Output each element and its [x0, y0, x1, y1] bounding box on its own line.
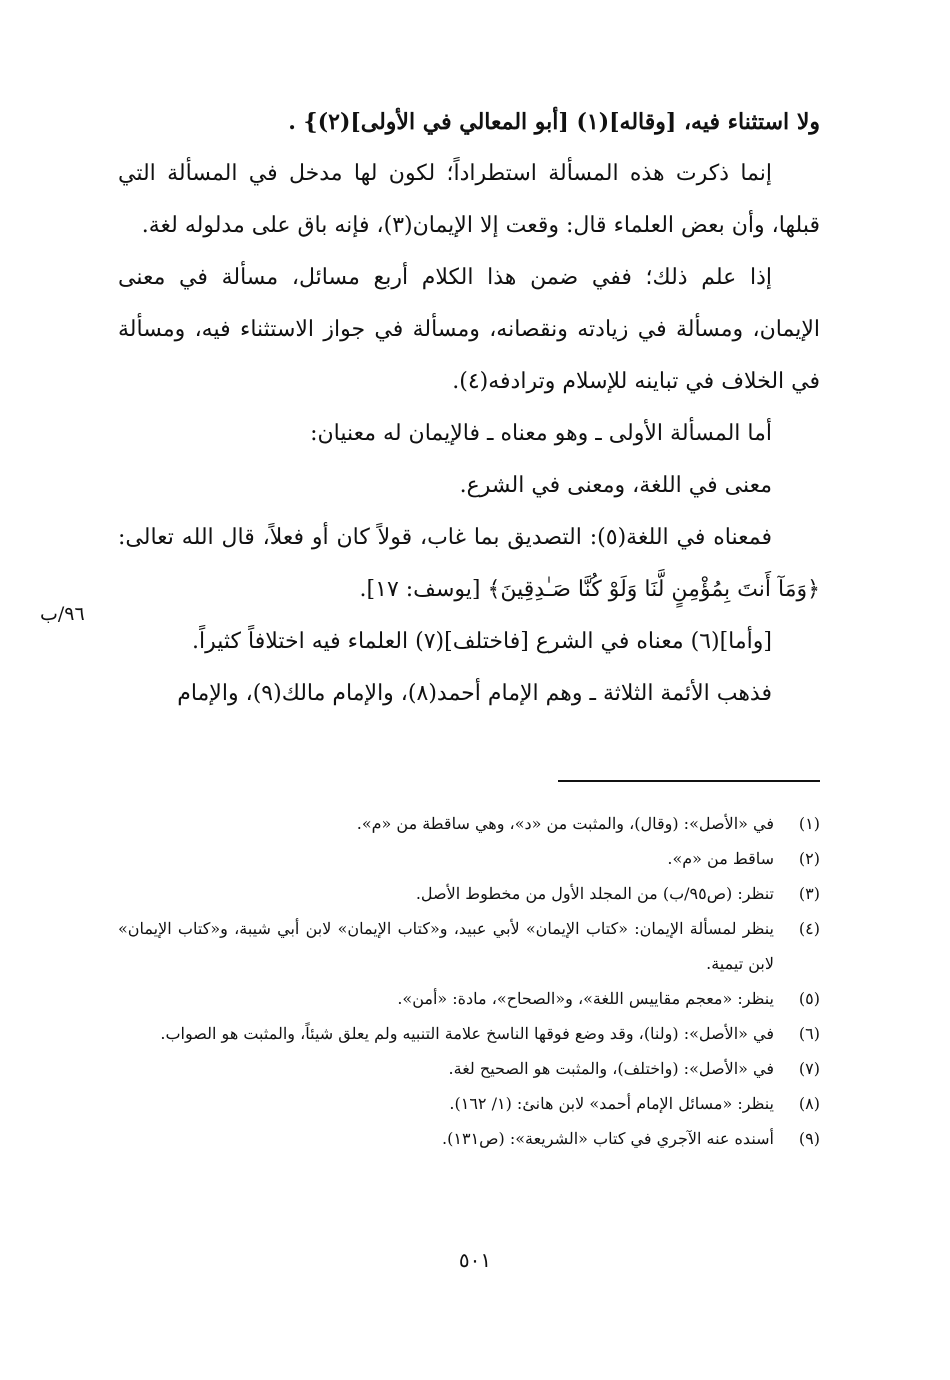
- footnotes: [118, 806, 820, 1156]
- paragraph-3: إذا علم ذلك؛ ففي ضمن هذا الكلام أربع مسائل، مسألة في معنى الإيمان، ومسألة في زيادته ونقصانه، ومسألة في جواز الاستثناء فيه، ومسألة في الخلاف في تباينه للإسلام وترادفه(٤).: [118, 265, 820, 394]
- footnote-text: أسنده عنه الآجري في كتاب «الشريعة»: (ص١٣١).: [442, 1129, 774, 1148]
- paragraph-7: [وأما](٦) معناه في الشرع [فاختلف](٧) العلماء فيه اختلافاً كثيراً.: [192, 629, 772, 654]
- footnote-number: (٨): [798, 1094, 820, 1113]
- footnote: [118, 1051, 820, 1086]
- footnote-text: في «الأصل»: (وقال)، والمثبت من «د»، وهي ساقطة من «م».: [356, 814, 774, 833]
- footnote-number: (٦): [798, 1024, 820, 1043]
- footnote: [118, 841, 820, 876]
- manuscript-folio-note: ٩٦/ب: [40, 603, 85, 625]
- footnote: [118, 876, 820, 911]
- footnote-number: (٤): [798, 919, 820, 938]
- footnote-number: (٩): [798, 1129, 820, 1148]
- footnote-text: تنظر: (ص٩٥/ب) من المجلد الأول من مخطوط الأصل.: [415, 884, 774, 903]
- paragraph-6: فمعناه في اللغة(٥): التصديق بما غاب، قولاً كان أو فعلاً، قال الله تعالى: ﴿وَمَآ أَنتَ بِمُؤْمِنٍ لَّنَا وَلَوْ كُنَّا صَـٰدِقِينَ﴾ [يوسف: ١٧].: [118, 525, 820, 602]
- footnote: [118, 1016, 820, 1051]
- footnote-text: ينظر لمسألة الإيمان: «كتاب الإيمان» لأبي عبيد، و«كتاب الإيمان» لابن أبي شيبة، و«كتاب الإيمان» لابن تيمية.: [118, 919, 774, 973]
- paragraph-5: معنى في اللغة، ومعنى في الشرع.: [459, 473, 772, 498]
- footnote: [118, 1121, 820, 1156]
- paragraph-1: ولا استثناء فيه، [وقاله](١) [أبو المعالي في الأولى](٢)} .: [288, 109, 820, 135]
- footnote: [118, 981, 820, 1016]
- footnote-number: (٧): [798, 1059, 820, 1078]
- footnote: [118, 806, 820, 841]
- footnote: [118, 911, 820, 981]
- footnote-text: ينظر: «مسائل الإمام أحمد» لابن هانئ: (١/ ١٦٢).: [449, 1094, 774, 1113]
- footnote-divider: [558, 780, 820, 782]
- paragraph-8: فذهب الأئمة الثلاثة ـ وهم الإمام أحمد(٨)، والإمام مالك(٩)، والإمام: [177, 681, 772, 706]
- paragraph-2: إنما ذكرت هذه المسألة استطراداً؛ لكون لها مدخل في المسألة التي قبلها، وأن بعض العلماء قال: وقعت إلا الإيمان(٣)، فإنه باق على مدلوله لغة.: [118, 161, 820, 238]
- footnote-text: في «الأصل»: (ولنا)، وقد وضع فوقها الناسخ علامة التنبيه ولم يعلق شيئاً، والمثبت هو الصواب.: [160, 1024, 774, 1043]
- main-text: [118, 96, 820, 720]
- footnote-number: (٢): [798, 849, 820, 868]
- footnote-text: في «الأصل»: (واختلف)، والمثبت هو الصحيح لغة.: [448, 1059, 774, 1078]
- paragraph-4: أما المسألة الأولى ـ وهو معناه ـ فالإيمان له معنيان:: [310, 421, 772, 446]
- footnote-number: (١): [798, 814, 820, 833]
- footnote-number: (٥): [798, 989, 820, 1008]
- footnote: [118, 1086, 820, 1121]
- footnote-text: ساقط من «م».: [667, 849, 774, 868]
- footnote-number: (٣): [798, 884, 820, 903]
- page-number: ٥٠١: [458, 1248, 492, 1272]
- footnote-text: ينظر: «معجم مقاييس اللغة»، و«الصحاح»، مادة: «أمن».: [397, 989, 774, 1008]
